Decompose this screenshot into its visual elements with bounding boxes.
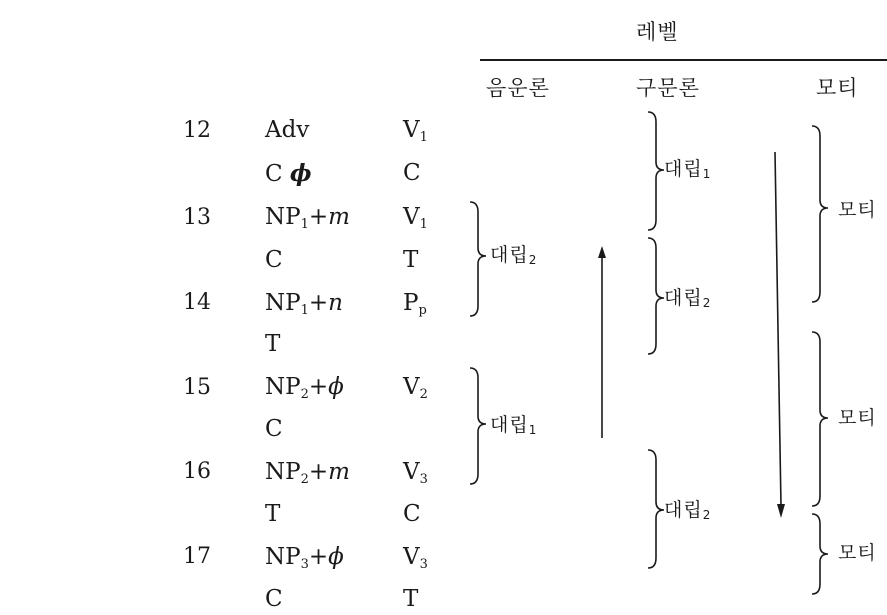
formula-b: T: [403, 586, 419, 612]
formula-a: $NP_2+\phi$: [265, 374, 344, 402]
formula-b: $P_p$: [403, 290, 427, 318]
down-arrow-head: [777, 504, 785, 518]
level-header: 레벨: [636, 20, 679, 44]
syntax-brace: [648, 112, 664, 230]
formula-a: $NP_2+m$: [265, 459, 350, 487]
column-header-syntax: 구문론: [636, 76, 700, 100]
formula-a: $NP_3+\phi$: [265, 544, 344, 572]
up-arrow-head: [598, 246, 606, 258]
row-number: 15: [183, 375, 211, 400]
syntax-opposition-label: 대립$_2$: [664, 287, 712, 310]
syntax-opposition-label: 대립$_2$: [664, 499, 712, 522]
row-number: 13: [183, 205, 211, 230]
formula-a: T: [265, 501, 281, 527]
formula-b: C: [403, 160, 421, 186]
motif-label: 모티: [838, 542, 877, 564]
formula-a: C: [265, 416, 283, 442]
row-number: 12: [183, 118, 211, 143]
row-number: 17: [183, 544, 211, 569]
phonology-brace: [470, 368, 486, 484]
formula-a: C: [265, 247, 283, 273]
formula-a: Adv: [265, 117, 310, 143]
phonology-opposition-label: 대립$_1$: [490, 414, 538, 437]
column-header-phonology: 음운론: [486, 76, 550, 100]
phonology-brace: [470, 202, 486, 316]
formula-b: T: [403, 247, 419, 273]
row-number: 14: [183, 290, 211, 315]
formula-b: $V_3$: [403, 459, 428, 487]
formula-a: C: [265, 586, 283, 612]
formula-a: C ϕ: [265, 160, 312, 187]
motif-brace: [812, 126, 828, 302]
formula-b: C: [403, 501, 421, 527]
phonology-opposition-label: 대립$_2$: [490, 244, 538, 267]
formula-b: $V_3$: [403, 544, 428, 572]
down-arrow-shaft: [775, 152, 781, 506]
formula-b: $V_2$: [403, 374, 428, 402]
column-header-motif: 모티: [816, 76, 859, 100]
formula-a: $NP_1+m$: [265, 204, 350, 232]
formula-a: T: [265, 331, 281, 357]
syntax-opposition-label: 대립$_1$: [664, 158, 712, 181]
formula-b: $V_1$: [403, 204, 428, 232]
row-number: 16: [183, 459, 211, 484]
syntax-brace: [648, 238, 664, 354]
motif-brace: [812, 332, 828, 506]
syntax-brace: [648, 450, 664, 568]
motif-brace: [812, 514, 828, 594]
formula-a: $NP_1+n$: [265, 290, 343, 318]
motif-label: 모티: [838, 199, 877, 221]
motif-label: 모티: [838, 407, 877, 429]
formula-b: $V_1$: [403, 117, 428, 145]
